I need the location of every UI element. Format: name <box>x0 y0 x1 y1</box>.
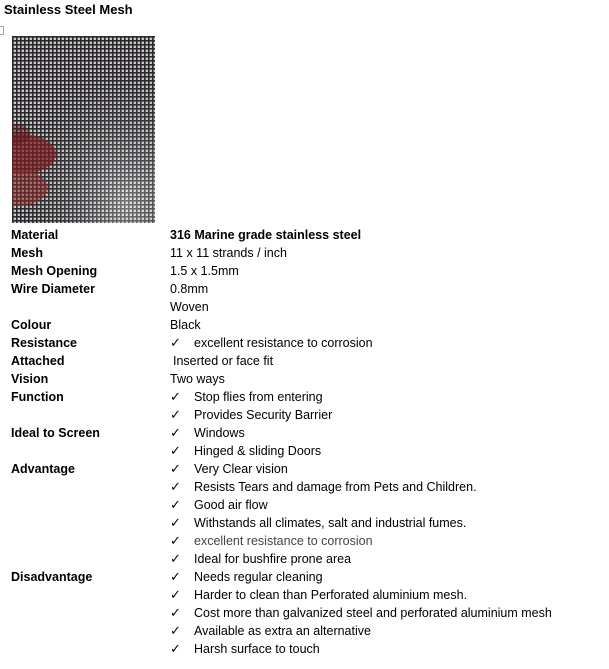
bullet-item: Hinged & sliding Doors <box>194 444 322 458</box>
spec-value: Two ways <box>170 372 225 386</box>
spec-row-resistance <box>0 334 609 352</box>
spec-row-mesh <box>0 244 609 262</box>
check-icon: ✓ <box>170 551 181 566</box>
check-icon: ✓ <box>170 461 181 476</box>
spec-label: Disadvantage <box>11 570 93 584</box>
check-icon: ✓ <box>170 623 181 638</box>
spec-row-disadvantage <box>0 568 609 586</box>
spec-label: Material <box>11 228 59 242</box>
spec-label: Resistance <box>11 336 78 350</box>
spec-label: Mesh Opening <box>11 264 98 278</box>
spec-row-ideal-to-screen-2 <box>0 442 609 460</box>
spec-row-advantage <box>0 460 609 478</box>
check-icon: ✓ <box>170 425 181 440</box>
bullet-item: Harsh surface to touch <box>194 642 320 656</box>
mesh-photo <box>12 36 155 223</box>
spec-value: Inserted or face fit <box>173 354 274 368</box>
bullet-item: Harder to clean than Perforated aluminium mesh. <box>194 588 468 602</box>
spec-row-disadvantage-3 <box>0 604 609 622</box>
check-icon: ✓ <box>170 407 181 422</box>
page-title: Stainless Steel Mesh <box>4 2 133 17</box>
check-icon: ✓ <box>170 497 181 512</box>
spec-value: 11 x 11 strands / inch <box>170 246 287 260</box>
spec-row-weave <box>0 298 609 316</box>
spec-row-function <box>0 388 609 406</box>
check-icon: ✓ <box>170 479 181 494</box>
bullet-item: Needs regular cleaning <box>194 570 323 584</box>
spec-row-attached <box>0 352 609 370</box>
spec-row-material <box>0 226 609 244</box>
bullet-item: Cost more than galvanized steel and perforated aluminium mesh <box>194 606 552 620</box>
check-icon: ✓ <box>170 515 181 530</box>
bullet-item: excellent resistance to corrosion <box>194 336 373 350</box>
bullet-item: Resists Tears and damage from Pets and Children. <box>194 480 477 494</box>
spec-row-mesh-opening <box>0 262 609 280</box>
spec-row-vision <box>0 370 609 388</box>
spec-row-disadvantage-5 <box>0 640 609 658</box>
bullet-item: Good air flow <box>194 498 268 512</box>
bullet-item: Available as extra an alternative <box>194 624 371 638</box>
check-icon: ✓ <box>170 443 181 458</box>
spec-label: Wire Diameter <box>11 282 95 296</box>
spec-value: Woven <box>170 300 209 314</box>
spec-row-advantage-5 <box>0 532 609 550</box>
bullet-item: Windows <box>194 426 245 440</box>
check-icon: ✓ <box>170 335 181 350</box>
spec-row-disadvantage-4 <box>0 622 609 640</box>
spec-label: Mesh <box>11 246 43 260</box>
spec-label: Colour <box>11 318 52 332</box>
spec-row-ideal-to-screen <box>0 424 609 442</box>
spec-row-advantage-4 <box>0 514 609 532</box>
bullet-item: Very Clear vision <box>194 462 288 476</box>
spec-label: Attached <box>11 354 65 368</box>
spec-value: 316 Marine grade stainless steel <box>170 228 362 242</box>
spec-row-function-2 <box>0 406 609 424</box>
spec-value: 1.5 x 1.5mm <box>170 264 239 278</box>
spec-row-colour <box>0 316 609 334</box>
spec-label: Vision <box>11 372 49 386</box>
check-icon: ✓ <box>170 605 181 620</box>
spec-row-disadvantage-2 <box>0 586 609 604</box>
spec-label: Advantage <box>11 462 75 476</box>
check-icon: ✓ <box>170 533 181 548</box>
check-icon: ✓ <box>170 641 181 656</box>
bullet-item: Stop flies from entering <box>194 390 323 404</box>
spec-label: Function <box>11 390 64 404</box>
bullet-item: Ideal for bushfire prone area <box>194 552 352 566</box>
spec-label: Ideal to Screen <box>11 426 100 440</box>
check-icon: ✓ <box>170 587 181 602</box>
check-icon: ✓ <box>170 389 181 404</box>
spec-row-advantage-3 <box>0 496 609 514</box>
check-icon: ✓ <box>170 569 181 584</box>
spec-row-advantage-2 <box>0 478 609 496</box>
spec-value: Black <box>170 318 201 332</box>
bullet-item: excellent resistance to corrosion <box>194 534 373 548</box>
bullet-item: Withstands all climates, salt and industrial fumes. <box>194 516 467 530</box>
spec-table <box>0 226 609 658</box>
spec-value: 0.8mm <box>170 282 209 296</box>
bullet-item: Provides Security Barrier <box>194 408 333 422</box>
spec-row-wire-diameter <box>0 280 609 298</box>
spec-row-advantage-6 <box>0 550 609 568</box>
placeholder-marker <box>0 26 4 35</box>
